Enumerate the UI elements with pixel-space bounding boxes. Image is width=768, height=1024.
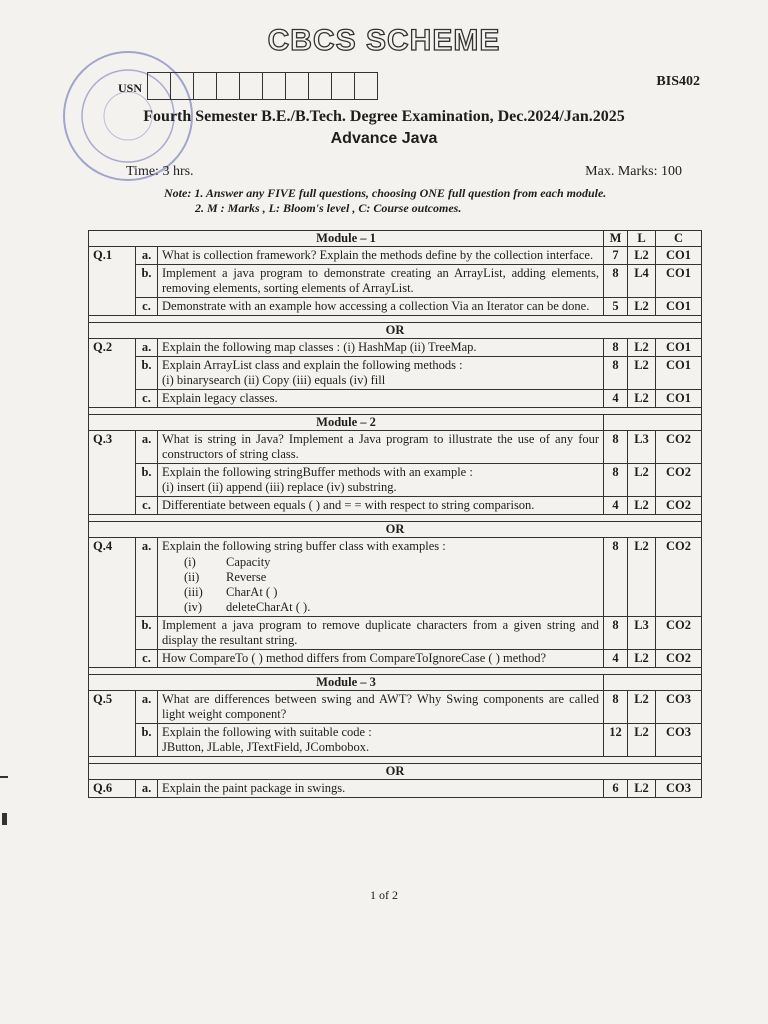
marks-cell: 8 — [604, 265, 628, 298]
usn-digit-box — [262, 72, 286, 100]
question-text-main: Implement a java program to remove duplicate characters from a given string and display the resultant string. — [162, 618, 600, 647]
question-text — [158, 298, 604, 316]
sub-question-number: (iii) — [184, 585, 203, 599]
question-row — [89, 390, 702, 408]
question-row — [89, 339, 702, 357]
blooms-level-cell: L2 — [628, 780, 656, 798]
blooms-level-cell: L2 — [628, 538, 656, 617]
question-text-main: Explain the following stringBuffer methods with an example : — [162, 465, 473, 479]
question-text — [158, 431, 604, 464]
question-number: Q.1 — [89, 247, 136, 316]
question-text — [158, 497, 604, 515]
part-label: a. — [136, 339, 158, 357]
question-text — [158, 390, 604, 408]
question-row — [89, 298, 702, 316]
course-outcome-cell: CO1 — [656, 298, 702, 316]
blooms-level-cell: L2 — [628, 724, 656, 757]
marks-cell: 8 — [604, 357, 628, 390]
usn-digit-box — [331, 72, 355, 100]
module-title: Module – 3 — [89, 675, 604, 691]
question-table — [88, 230, 702, 798]
question-row — [89, 691, 702, 724]
blooms-level-cell: L4 — [628, 265, 656, 298]
question-text — [158, 724, 604, 757]
course-outcome-cell: CO2 — [656, 617, 702, 650]
question-text-sub: (i) binarysearch (ii) Copy (iii) equals (iv) fill — [162, 373, 386, 387]
spacer-cell — [89, 668, 702, 675]
usn-label: USN — [118, 81, 143, 95]
question-number: Q.6 — [89, 780, 136, 798]
sub-question-number: (iv) — [184, 600, 203, 614]
question-text-main: Differentiate between equals ( ) and = = with respect to string comparison. — [162, 498, 535, 512]
question-text — [158, 339, 604, 357]
course-outcome-cell: CO3 — [656, 780, 702, 798]
part-label: b. — [136, 464, 158, 497]
question-text — [158, 691, 604, 724]
part-label: c. — [136, 390, 158, 408]
question-text-main: Implement a java program to demonstrate creating an ArrayList, adding elements, removing elements, sorting elements of ArrayList. — [162, 266, 600, 295]
question-text — [158, 780, 604, 798]
sub-question-item — [162, 570, 599, 585]
blooms-level-cell: L2 — [628, 357, 656, 390]
blooms-level-cell: L2 — [628, 339, 656, 357]
question-text-main: Demonstrate with an example how accessing a collection Via an Iterator can be done. — [162, 299, 590, 313]
spacer-cell — [89, 316, 702, 323]
max-marks: Max. Marks: 100 — [585, 164, 682, 179]
marks-cell: 8 — [604, 339, 628, 357]
question-row — [89, 497, 702, 515]
sub-question-item — [162, 600, 599, 615]
question-text-main: What is string in Java? Implement a Java program to illustrate the use of any four constructors of string class. — [162, 432, 600, 461]
marks-cell: 8 — [604, 617, 628, 650]
question-number: Q.4 — [89, 538, 136, 668]
question-text-main: Explain legacy classes. — [162, 391, 278, 405]
module-title: Module – 2 — [89, 415, 604, 431]
question-text — [158, 650, 604, 668]
course-outcome-cell: CO1 — [656, 247, 702, 265]
blooms-level-cell: L2 — [628, 691, 656, 724]
question-row — [89, 538, 702, 617]
sub-question-text: Reverse — [226, 570, 267, 584]
col-header-marks: M — [604, 231, 628, 247]
marks-cell: 8 — [604, 464, 628, 497]
part-label: a. — [136, 247, 158, 265]
part-label: b. — [136, 617, 158, 650]
question-number: Q.5 — [89, 691, 136, 757]
col-header-level: L — [628, 231, 656, 247]
part-label: a. — [136, 780, 158, 798]
course-outcome-cell: CO2 — [656, 497, 702, 515]
spacer-cell — [89, 515, 702, 522]
sub-question-text: CharAt ( ) — [226, 585, 278, 599]
marks-cell: 8 — [604, 538, 628, 617]
course-outcome-cell: CO2 — [656, 431, 702, 464]
course-outcome-cell: CO2 — [656, 538, 702, 617]
course-outcome-cell: CO3 — [656, 724, 702, 757]
question-text-main: Explain the following with suitable code : — [162, 725, 372, 739]
module-title-spacer — [604, 675, 702, 691]
question-row — [89, 617, 702, 650]
question-row — [89, 464, 702, 497]
sub-question-text: Capacity — [226, 555, 271, 569]
question-text — [158, 247, 604, 265]
course-outcome-cell: CO2 — [656, 650, 702, 668]
course-outcome-cell: CO1 — [656, 357, 702, 390]
question-number: Q.3 — [89, 431, 136, 515]
marks-cell: 4 — [604, 650, 628, 668]
usn-digit-box — [216, 72, 240, 100]
sub-question-number: (ii) — [184, 570, 200, 584]
page-number: 1 of 2 — [370, 888, 398, 902]
question-text-main: Explain the following map classes : (i) HashMap (ii) TreeMap. — [162, 340, 477, 354]
question-row — [89, 265, 702, 298]
marks-cell: 12 — [604, 724, 628, 757]
scan-edge-mark — [2, 813, 7, 825]
usn-digit-box — [354, 72, 378, 100]
question-row — [89, 650, 702, 668]
course-outcome-cell: CO2 — [656, 464, 702, 497]
part-label: a. — [136, 431, 158, 464]
marks-cell: 8 — [604, 431, 628, 464]
sub-question-item — [162, 585, 599, 600]
question-text — [158, 357, 604, 390]
or-separator: OR — [89, 522, 702, 538]
blooms-level-cell: L3 — [628, 431, 656, 464]
question-text — [158, 265, 604, 298]
question-row — [89, 780, 702, 798]
time-allowed: Time: 3 hrs. — [126, 164, 194, 179]
module-header-row — [89, 675, 702, 691]
part-label: c. — [136, 497, 158, 515]
usn-digit-box — [147, 72, 171, 100]
scan-edge-mark — [0, 776, 8, 778]
blooms-level-cell: L3 — [628, 617, 656, 650]
part-label: c. — [136, 650, 158, 668]
question-row — [89, 357, 702, 390]
blooms-level-cell: L2 — [628, 497, 656, 515]
blooms-level-cell: L2 — [628, 650, 656, 668]
question-row — [89, 247, 702, 265]
col-header-outcome: C — [656, 231, 702, 247]
blooms-level-cell: L2 — [628, 298, 656, 316]
marks-cell: 5 — [604, 298, 628, 316]
or-separator: OR — [89, 323, 702, 339]
module-title-spacer — [604, 415, 702, 431]
module-header-row — [89, 415, 702, 431]
usn-digit-box — [308, 72, 332, 100]
part-label: b. — [136, 265, 158, 298]
question-text — [158, 617, 604, 650]
question-text-main: What is collection framework? Explain the methods define by the collection interface. — [162, 248, 594, 262]
course-outcome-cell: CO3 — [656, 691, 702, 724]
instructions-note — [164, 186, 606, 216]
part-label: b. — [136, 357, 158, 390]
marks-cell: 4 — [604, 390, 628, 408]
question-text — [158, 464, 604, 497]
question-text-main: How CompareTo ( ) method differs from CompareToIgnoreCase ( ) method? — [162, 651, 547, 665]
question-text-main: Explain the following string buffer class with examples : — [162, 539, 446, 553]
or-separator: OR — [89, 764, 702, 780]
part-label: a. — [136, 538, 158, 617]
part-label: c. — [136, 298, 158, 316]
question-text — [158, 538, 604, 617]
usn-digit-box — [193, 72, 217, 100]
course-outcome-cell: CO1 — [656, 390, 702, 408]
question-text-sub: (i) insert (ii) append (iii) replace (iv) substring. — [162, 480, 397, 494]
course-outcome-cell: CO1 — [656, 265, 702, 298]
sub-question-number: (i) — [184, 555, 196, 569]
part-label: b. — [136, 724, 158, 757]
note-line: Note: 1. Answer any FIVE full questions, choosing ONE full question from each module. — [164, 186, 607, 200]
usn-digit-box — [239, 72, 263, 100]
marks-cell: 6 — [604, 780, 628, 798]
blooms-level-cell: L2 — [628, 247, 656, 265]
sub-question-item — [162, 555, 599, 570]
question-text-main: Explain the paint package in swings. — [162, 781, 346, 795]
subject-code: BIS402 — [656, 74, 700, 89]
question-text-main: What are differences between swing and AWT? Why Swing components are called light weight component? — [162, 692, 600, 721]
usn-digit-box — [285, 72, 309, 100]
part-label: a. — [136, 691, 158, 724]
scheme-title: CBCS SCHEME — [267, 24, 501, 57]
spacer-cell — [89, 408, 702, 415]
note-line: 2. M : Marks , L: Bloom's level , C: Course outcomes. — [195, 201, 462, 215]
module-header-row — [89, 231, 702, 247]
question-text-sub: JButton, JLable, JTextField, JCombobox. — [162, 740, 370, 754]
blooms-level-cell: L2 — [628, 464, 656, 497]
marks-cell: 8 — [604, 691, 628, 724]
question-row — [89, 724, 702, 757]
exam-title: Fourth Semester B.E./B.Tech. Degree Examination, Dec.2024/Jan.2025 — [143, 108, 625, 125]
subject-title: Advance Java — [330, 130, 438, 147]
question-text-main: Explain ArrayList class and explain the following methods : — [162, 358, 463, 372]
course-outcome-cell: CO1 — [656, 339, 702, 357]
marks-cell: 4 — [604, 497, 628, 515]
marks-cell: 7 — [604, 247, 628, 265]
module-title: Module – 1 — [89, 231, 604, 247]
sub-question-text: deleteCharAt ( ). — [226, 600, 311, 614]
question-number: Q.2 — [89, 339, 136, 408]
question-row — [89, 431, 702, 464]
usn-digit-box — [170, 72, 194, 100]
usn-boxes — [148, 72, 378, 100]
blooms-level-cell: L2 — [628, 390, 656, 408]
spacer-cell — [89, 757, 702, 764]
